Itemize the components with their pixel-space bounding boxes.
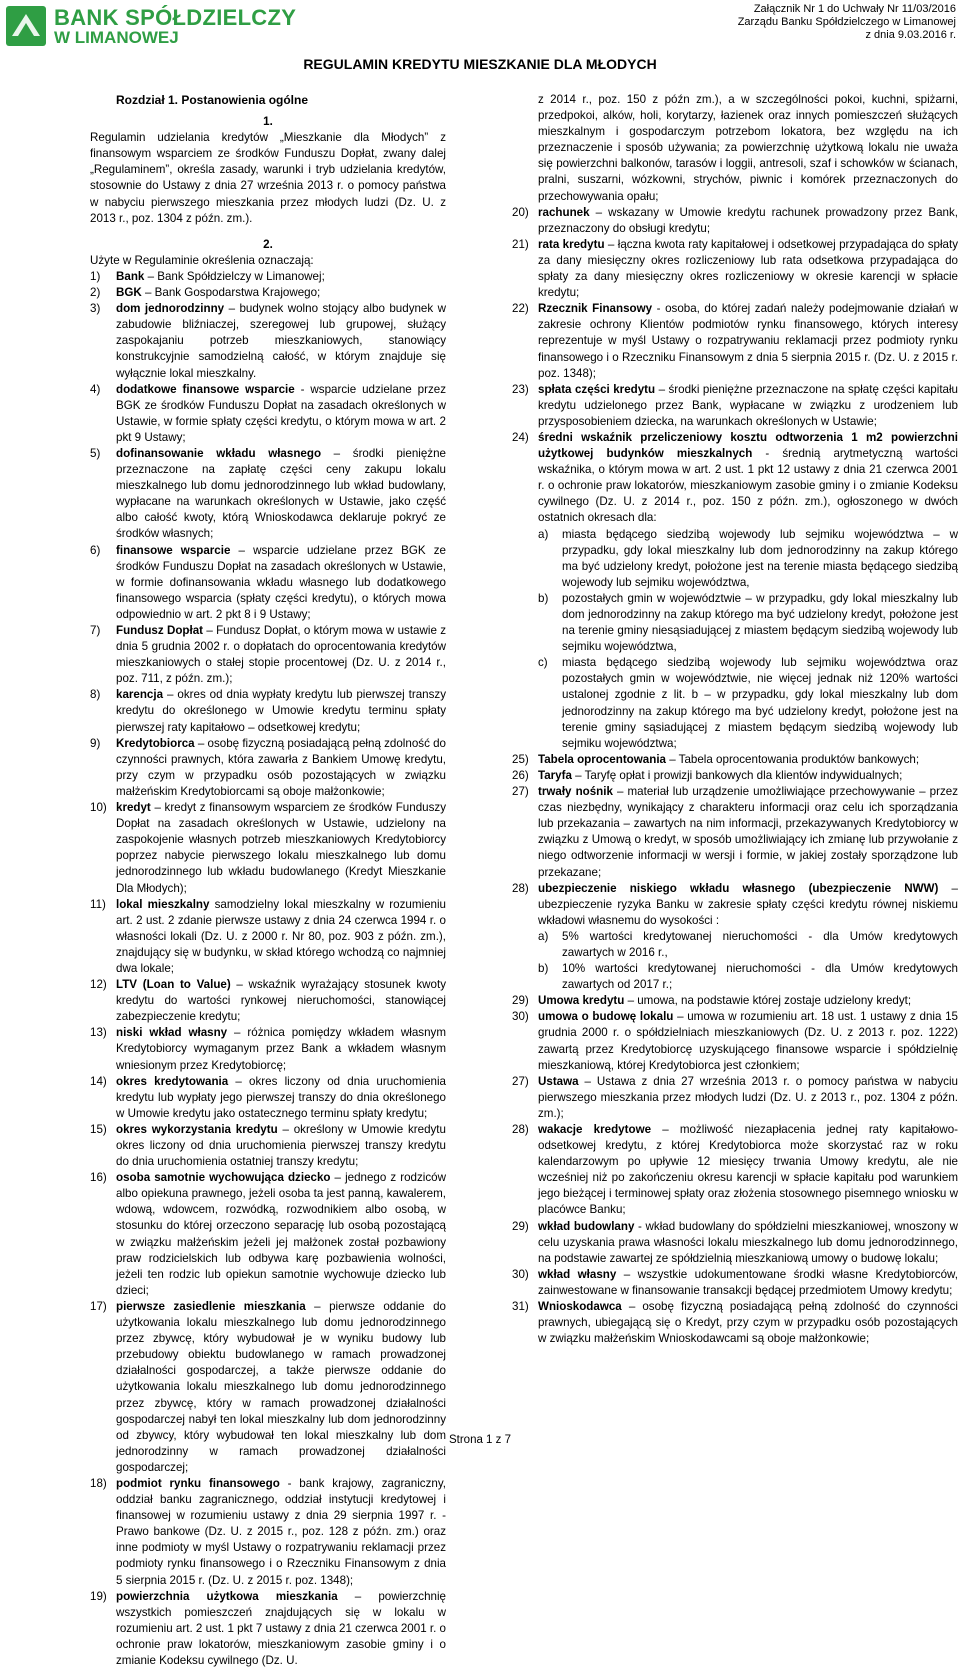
item-number: 27) — [512, 785, 529, 799]
definition-item — [90, 1299, 446, 1476]
definition-item — [90, 1074, 446, 1122]
definition-item — [512, 1009, 958, 1073]
item-text — [538, 1299, 958, 1347]
item-term: umowa o budowę lokalu — [538, 1010, 674, 1024]
item-definition: – Bank Spółdzielczy w Limanowej; — [144, 269, 325, 283]
sub-item-text: 5% wartości kredytowanej nieruchomości - dla Umów kredytowych zawartych w 2016 r., — [562, 929, 958, 959]
item-text — [116, 1299, 446, 1476]
attachment-line3: z dnia 9.03.2016 r. — [865, 29, 956, 41]
item-term: trwały nośnik — [538, 785, 613, 799]
continuation-paragraph: z 2014 r., poz. 150 z późn zm.), a w szczególności pokoi, kuchni, spiżarni, przedpokoi, alków, holi, korytarzy, łazienek oraz innych pomieszczeń służących mieszkalnym i gospodarczym potrzebom lokatora, bez względu na ich przeznaczenie i sposób używania; za powierzchnię użytkową lokalu nie uważa się powierzchni balkonów, tarasów i loggii, antresoli, szaf i schowków w ścianach, pralni, suszarni, wózkowni, strychów, piwnic i komórek przeznaczonych do przechowywania opału; — [538, 93, 958, 203]
item-number: 27) — [512, 1074, 529, 1088]
item-number: 1) — [90, 269, 101, 283]
definition-item — [512, 430, 958, 527]
item-definition: – powierzchnię wszystkich pomieszczeń znajdujących się w lokalu w rozumieniu art. 2 ust. 1 pkt 7 ustawy z dnia 21 czerwca 2001 r. o ochronie praw lokatorów, mieszkaniowym zasobie gminy i o zmianie Kodeksu cywilnego (Dz. U. — [116, 1589, 446, 1667]
definition-item — [90, 1170, 446, 1299]
item-term: kredyt — [116, 801, 151, 815]
item-term: wkład budowlany — [538, 1219, 635, 1233]
sub-item — [538, 929, 958, 961]
sub-item-letter: a) — [538, 527, 549, 541]
item-number: 18) — [90, 1476, 107, 1490]
item-text — [116, 543, 446, 623]
section-number-1: 1. — [263, 115, 273, 129]
item-number: 30) — [512, 1267, 529, 1281]
item-definition: - wkład budowlany do spółdzielni mieszkaniowej, wnoszony w celu uzyskania prawa własności lokalu mieszkalnego lub domu jednorodzinnego, na podstawie zawartej ze spółdzielnią mieszkaniową umowy o budowę lokalu; — [538, 1219, 958, 1265]
definition-item — [512, 784, 958, 881]
item-text — [116, 301, 446, 381]
item-term: Wnioskodawca — [538, 1300, 622, 1314]
item-text — [538, 1074, 958, 1122]
item-text — [116, 800, 446, 897]
item-definition: - wsparcie udzielane przez BGK ze środków Funduszu Dopłat na zasadach określonych w Ustawie, w formie spłaty części kredytu, o którym mowa w art. 2 pkt 9 Ustawy; — [116, 382, 446, 444]
item-text — [538, 993, 958, 1009]
definition-item — [90, 285, 446, 301]
sublist-24 — [538, 527, 958, 752]
definition-item — [512, 1267, 958, 1299]
item-term: dodatkowe finansowe wsparcie — [116, 382, 295, 396]
item-term: Umowa kredytu — [538, 994, 625, 1008]
chapter-heading: Rozdział 1. Postanowienia ogólne — [116, 93, 309, 107]
sub-item-text: 10% wartości kredytowanej nieruchomości - dla Umów kredytowych zawartych od 2017 r.; — [562, 962, 958, 992]
sub-item-letter: c) — [538, 656, 548, 670]
item-number: 13) — [90, 1026, 107, 1040]
right-column — [512, 92, 958, 1347]
page-number: Strona 1 z 7 — [448, 1434, 511, 1446]
sub-item — [538, 591, 958, 655]
logo-text-line2: W LIMANOWEJ — [54, 28, 179, 47]
definition-item — [90, 382, 446, 446]
item-definition: – Taryfę opłat i prowizji bankowych dla klientów indywidualnych; — [571, 768, 903, 782]
item-number: 28) — [512, 1123, 529, 1136]
item-definition: – Fundusz Dopłat, o którym mowa w ustawie z dnia 5 grudnia 2002 r. o dopłatach do oprocentowania kredytów mieszkaniowych o stałej stopie procentowej (Dz. U. z 2014 r., poz. 711, z późn. zm.); — [116, 624, 446, 686]
item-text — [538, 784, 958, 881]
item-term: Bank — [116, 269, 145, 283]
item-term: lokal mieszkalny — [116, 897, 210, 911]
sub-item-letter: b) — [538, 962, 549, 976]
definition-item — [512, 1122, 958, 1219]
bank-logo — [6, 5, 297, 48]
item-term: rata kredytu — [538, 237, 605, 251]
item-definition: – wskaźnik wyrażający stosunek kwoty kredytu do wartości rynkowej nieruchomości, stanowiącej zabezpieczenie kredytu; — [116, 978, 446, 1024]
sublist-28 — [538, 929, 958, 993]
definition-item — [90, 269, 446, 285]
item-text — [538, 881, 958, 929]
item-term: dom jednorodzinny — [116, 302, 225, 316]
item-text — [538, 768, 958, 784]
attachment-line2: Zarządu Banku Spółdzielczego w Limanowej — [737, 16, 956, 28]
sub-item — [538, 527, 958, 591]
item-number: 9) — [90, 736, 101, 750]
definition-item — [90, 1025, 446, 1073]
item-text — [116, 687, 446, 735]
item-number: 16) — [90, 1171, 107, 1185]
item-definition: – różnica pomiędzy wkładem własnym Kredytobiorcy wymaganym przez Bank a wkładem własnym wniesionym przez Kredytobiorcę; — [116, 1026, 447, 1072]
item-text — [116, 382, 446, 446]
sub-item — [538, 655, 958, 752]
item-number: 6) — [90, 543, 101, 557]
item-term: Rzecznik Finansowy — [538, 302, 653, 316]
item-term: BGK — [116, 286, 142, 300]
item-definition: – ubezpieczenie ryzyka Banku w zakresie spłaty części kredytu równej niskiemu wkładowi własnemu do wysokości : — [538, 881, 959, 927]
item-number: 11) — [90, 897, 106, 911]
item-definition: - osoba, do której zadań należy podejmowanie działań w zakresie ochrony Klientów podmiotów rynku finansowego, których interesy reprezentuje w myśl Ustawy o rozpatrywaniu reklamacji przez podmioty rynku finansowego i o Rzeczniku Finansowym z dnia 5 sierpnia 2015 r. (Dz. U. z 2015 r. poz. 1348); — [538, 302, 959, 380]
item-number: 28) — [512, 881, 529, 895]
item-definition: – środki pieniężne przeznaczone na zapłatę części ceny zakupu lokalu mieszkalnego lub domu jednorodzinnego lub wkład budowlany, wypłacane na warunkach określonych w Ustawie, jako część albo całość kwoty, którą Wnioskodawca deklaruje pokryć ze środków własnych; — [116, 446, 446, 541]
item-term: pierwsze zasiedlenie mieszkania — [116, 1299, 306, 1313]
item-definition: – wsparcie udzielane przez BGK ze środków Funduszu Dopłat na zasadach określonych w Ustawie, w formie dofinansowania wkładu własnego lub dodatkowego finansowego wsparcia (spłaty części kredytu), o których mowa odpowiednio w art. 2 pkt 8 i 9 Ustawy; — [116, 543, 446, 621]
item-number: 26) — [512, 768, 529, 782]
item-number: 23) — [512, 382, 529, 396]
definition-item — [90, 736, 446, 800]
definition-item — [512, 993, 958, 1009]
item-term: wkład własny — [538, 1267, 617, 1281]
sub-item-text: miasta będącego siedzibą wojewody lub sejmiku województwa – w przypadku, gdy lokal mieszkalny lub dom jednorodzinny na zakup którego ma być udzielony kredyt, położone jest na terenie miasta będącego siedzibą wojewody lub sejmiku województwa, — [562, 527, 958, 589]
item-term: Tabela oprocentowania — [538, 752, 666, 766]
definition-item — [90, 897, 446, 977]
item-number: 4) — [90, 382, 101, 396]
paragraph-1: Regulamin udzielania kredytów „Mieszkanie dla Młodych” z finansowym wsparciem ze środków Funduszu Dopłat, zwany dalej „Regulaminem”, określa zasady, warunki i tryb udzielania kredytów, stosownie do Ustawy z dnia 27 września 2013 r. o pomocy państwa w nabyciu pierwszego mieszkania przez młodych ludzi (Dz. U. z 2013 r., poz. 1304 z późn. zm.). — [90, 131, 446, 225]
item-definition: – kredyt z finansowym wsparciem ze środków Funduszy Dopłat na zasadach określonych w Ustawie, udzielony na zaspokojenie własnych potrzeb mieszkaniowych Kredytobiorcy poprzez nabycie pierwszego lokalu mieszkalnego lub domu jednorodzinnego lub wkładu budowlanego (Kredyt Mieszkanie Dla Młodych); — [116, 801, 446, 895]
item-term: dofinansowanie wkładu własnego — [116, 446, 322, 460]
document-title: REGULAMIN KREDYTU MIESZKANIE DLA MŁODYCH — [303, 56, 657, 72]
item-term: niski wkład własny — [116, 1026, 228, 1040]
item-term: Fundusz Dopłat — [116, 624, 204, 637]
item-definition: – wskazany w Umowie kredytu rachunek prowadzony przez Bank, przeznaczony do obsługi kredytu; — [538, 205, 958, 235]
item-definition: – wszystkie udokumentowane środki własne Kredytobiorców, zainwestowane w finansowanie transakcji będącej przedmiotem Umowy kredytu; — [538, 1267, 959, 1297]
item-definition: - bank krajowy, zagraniczny, oddział banku zagranicznego, oddział instytucji kredytowej i finansowej w rozumieniu ustawy z dnia 29 sierpnia 1997 r. - Prawo bankowe (Dz. U. z 2015 r., poz. 128 z późn. zm.) oraz inne podmioty w myśl Ustawy o rozpatrywaniu reklamacji przez podmioty rynku finansowego i o Rzeczniku Finansowym z dnia 5 sierpnia 2015 r. (Dz. U. z 2015 r. poz. 1348); — [116, 1476, 446, 1587]
sub-item-text: pozostałych gmin w województwie – w przypadku, gdy lokal mieszkalny lub dom jednorodzinny na zakup którego ma być udzielony kredyt, położone jest na terenie gminy niesąsiadującej z miastem będącym siedzibą wojewody lub sejmiku województwa, — [562, 591, 958, 654]
item-number: 21) — [512, 237, 529, 251]
item-term: ubezpieczenie niskiego wkładu własnego (ubezpieczenie NWW) — [538, 881, 939, 895]
item-term: Kredytobiorca — [116, 736, 195, 750]
item-number: 25) — [512, 752, 529, 766]
item-number: 20) — [512, 205, 529, 219]
item-term: finansowe wsparcie — [116, 543, 231, 557]
item-definition: – możliwość niezapłacenia jednej raty kapitałowo-odsetkowej kredytu, z której Kredytobiorca może skorzystać raz w roku kalendarzowym po upływie 12 miesięcy trwania Umowy kredytu, ale nie wcześniej niż po zakończeniu okresu karencji w spłacie kapitału pod warunkiem jego bieżącej i terminowej spłaty oraz złożenia stosownego pisemnego wniosku w placówce Banku; — [538, 1123, 958, 1217]
definition-item — [90, 1589, 446, 1669]
item-number: 29) — [512, 994, 529, 1008]
item-definition: – okres od dnia wypłaty kredytu lub pierwszej transzy kredytu do określonego w Umowie kredytu terminu spłaty pierwszej raty kapitałowo – odsetkowej kredytu; — [116, 688, 446, 734]
item-number: 22) — [512, 302, 529, 316]
definition-item — [512, 382, 958, 430]
definition-item — [512, 1074, 958, 1122]
item-text — [116, 977, 446, 1025]
definitions-list-right — [512, 205, 958, 527]
definition-item — [512, 768, 958, 784]
paragraph-2-intro: Użyte w Regulaminie określenia oznaczają: — [90, 253, 314, 267]
item-number: 10) — [90, 801, 107, 815]
item-definition: – środki pieniężne przeznaczone na spłatę części kapitału kredytu udzielonego przez Bank, wypłacane w związku z urodzeniem lub przysposobieniem dziecka, na warunkach określonych w Ustawie; — [538, 382, 959, 428]
attachment-line1: Załącznik Nr 1 do Uchwały Nr 11/03/2016 — [753, 3, 956, 15]
item-term: spłata części kredytu — [538, 382, 656, 396]
item-term: wakacje kredytowe — [538, 1123, 652, 1136]
definition-item — [90, 800, 446, 897]
item-definition: – umowa w rozumieniu art. 18 ust. 1 ustawy z dnia 15 grudnia 2000 r. o spółdzielniach mieszkaniowych (Dz. U. z 2013 r. poz. 1222) zawartą przez Kredytobiorcę uzyskującego finansowe wsparcie i spółdzielnię mieszkaniową, której Kredytobiorca jest członkiem; — [538, 1010, 959, 1072]
item-term: okres wykorzystania kredytu — [116, 1122, 278, 1136]
definitions-list-left — [90, 269, 446, 1669]
logo-text-line1: BANK SPÓŁDZIELCZY — [54, 5, 297, 30]
item-number: 17) — [90, 1299, 107, 1313]
item-term: podmiot rynku finansowego — [116, 1476, 280, 1490]
item-number: 3) — [90, 302, 101, 316]
item-text — [116, 1589, 446, 1669]
item-definition: – Tabela oprocentowania produktów bankowych; — [665, 752, 920, 766]
item-definition: samodzielny lokal mieszkalny w rozumieniu art. 2 ust. 2 zdanie pierwsze ustawy z dnia 24 czerwca 1994 r. o własności lokali (Dz. U. z 2000 r. Nr 80, poz. 903 z późn. zm.), znajdujący się w budynku, w skład którego wchodzą co najmniej dwa lokale; — [116, 897, 447, 975]
definition-item — [90, 623, 446, 687]
item-text — [538, 1267, 958, 1299]
item-number: 19) — [90, 1589, 107, 1603]
item-text — [538, 205, 958, 237]
definitions-list-right-3 — [512, 993, 958, 1347]
item-text — [538, 430, 958, 527]
item-definition: – osobę fizyczną posiadającą pełną zdolność do czynności prawnych, ubiegającą się o Kredyt, przy czym w przypadku osób pozostających w związku małżeńskim Wnioskodawcami są oboje małżonkowie; — [538, 1300, 958, 1346]
sub-item — [538, 961, 958, 993]
item-definition: – określony w Umowie kredytu okres liczony od dnia uruchomienia pierwszej transzy kredytu do dnia uruchomienia ostatniej transzy kredytu; — [116, 1122, 446, 1169]
item-number: 31) — [512, 1300, 529, 1314]
definition-item — [90, 687, 446, 735]
item-text — [538, 1219, 958, 1267]
item-text — [116, 1170, 446, 1299]
item-text — [538, 1122, 958, 1219]
item-number: 12) — [90, 978, 107, 992]
item-definition: – osobę fizyczną posiadającą pełną zdolność do czynności prawnych, która zawarła z Bankiem Umowę kredytu, przy czym w przypadku osób pozostających w związku małżeńskim Kredytobiorcami są oboje małżonkowie; — [116, 736, 446, 798]
item-text — [116, 623, 446, 687]
item-definition: – jednego z rodziców albo opiekuna prawnego, jeżeli osoba ta jest panną, kawalerem, wdową, wdowcem, rozwódką, rozwodnikiem albo osobą, w stosunku do której orzeczono separację lub osobą pozostającą w związku małżeńskim jeżeli jej małżonek został pozbawiony praw rodzicielskich lub odbywa karę pozbawienia wolności, jeżeli ten rodzic lub opiekun samotnie wychowuje dziecko lub dzieci; — [116, 1171, 446, 1297]
item-definition: – pierwsze oddanie do użytkowania lokalu mieszkalnego lub domu jednorodzinnego przez zbywcę, który wybudował je w wyniku budowy lub przebudowy obiektu budowlanego w ramach prowadzonej działalności gospodarczej, a także pierwsze oddanie do użytkowania lokalu mieszkalnego lub domu jednorodzinnego przez zbywcę, który w ramach prowadzonej działalności gospodarczej nabył ten lokal mieszkalny lub dom jednorodzinny od zbywcy, który wybudował ten lokal mieszkalny lub dom jednorodzinny w ramach prowadzonej działalności gospodarczej; — [116, 1299, 446, 1474]
item-text — [116, 1476, 446, 1589]
sub-item-text: miasta będącego siedzibą wojewody lub sejmiku województwa oraz pozostałych gmin w województwie, nie więcej jednak niż 120% wartości ustalonej zgodnie z lit. b – w przypadku, gdy lokal mieszkalny lub dom jednorodzinny na zakup którego ma być udzielony kredyt, położone jest na terenie gminy sąsiadującej z miastem będącym siedzibą wojewody lub sejmiku województwa; — [562, 656, 958, 750]
item-term: okres kredytowania — [116, 1074, 229, 1088]
definition-item — [512, 237, 958, 301]
item-number: 14) — [90, 1074, 107, 1088]
item-definition: – materiał lub urządzenie umożliwiające przechowywanie – przez czas niezbędny, wynikający z charakteru informacji oraz celu ich sporządzania lub przekazania – zawartych na nim informacji, przekazywanych Kredytobiorcy w związku z Umową o kredyt, w sposób umożliwiający ich zmianę lub przywołanie z niego odtworzenie informacji w wersji i formie, w jakiej zostały sporządzone lub przekazane; — [538, 785, 958, 879]
definition-item — [90, 977, 446, 1025]
item-text — [116, 736, 446, 800]
item-number: 7) — [90, 624, 101, 637]
definition-item — [90, 446, 446, 543]
item-definition: - średnią arytmetyczną wartości wskaźnika, o którym mowa w art. 2 ust. 1 pkt 12 ustawy z dnia 21 czerwca 2001 r. o ochronie praw lokatorów, mieszkaniowym zasobie gminy i o zmianie Kodeksu cywilnego (Dz. U. z 2014 r., poz. 150 z późn. zm.), ogłoszonego w dwóch ostatnich okresach dla: — [538, 447, 959, 525]
definition-item — [512, 301, 958, 381]
item-number: 2) — [90, 286, 101, 300]
item-definition: – Ustawa z dnia 27 września 2013 r. o pomocy państwa w nabyciu pierwszego mieszkania przez młodych ludzi (Dz. U. z 2013 r., poz. 1304 z późn. zm.); — [538, 1074, 958, 1120]
attachment-note — [738, 3, 956, 42]
item-text — [116, 446, 446, 543]
definition-item — [512, 1299, 958, 1347]
item-term: Ustawa — [538, 1074, 579, 1088]
definitions-list-right-2 — [512, 752, 958, 929]
definition-item — [512, 881, 958, 929]
item-term: Taryfa — [538, 768, 572, 782]
item-text — [538, 301, 958, 381]
item-number: 15) — [90, 1122, 107, 1136]
definition-item — [90, 1476, 446, 1589]
definition-item — [512, 752, 958, 768]
item-definition: – Bank Gospodarstwa Krajowego; — [141, 286, 321, 300]
item-text — [116, 285, 446, 301]
item-number: 5) — [90, 446, 101, 460]
item-definition: – umowa, na podstawie której zostaje udzielony kredyt; — [624, 994, 912, 1008]
sub-item-letter: b) — [538, 591, 549, 605]
item-text — [116, 897, 446, 977]
definition-item — [90, 1122, 446, 1170]
item-number: 8) — [90, 688, 101, 702]
definition-item — [90, 543, 446, 623]
definition-item — [512, 1219, 958, 1267]
definition-item — [90, 301, 446, 381]
item-term: karencja — [116, 688, 164, 702]
item-number: 30) — [512, 1010, 529, 1024]
item-text — [116, 1074, 446, 1122]
item-text — [538, 382, 958, 430]
item-number: 29) — [512, 1219, 529, 1233]
item-term: osoba samotnie wychowująca dziecko — [116, 1171, 331, 1185]
item-term: średni wskaźnik przeliczeniowy kosztu odtworzenia 1 m2 powierzchni użytkowej budynków mieszkalnych — [538, 430, 958, 461]
item-term: rachunek — [538, 205, 590, 219]
page-header — [0, 0, 960, 80]
item-text — [116, 1122, 446, 1170]
item-text — [538, 1009, 958, 1073]
item-number: 24) — [512, 430, 529, 444]
item-text — [116, 269, 446, 285]
item-text — [538, 752, 958, 768]
bank-logo-icon — [6, 6, 46, 46]
item-text — [538, 237, 958, 301]
item-text — [116, 1025, 446, 1073]
section-number-2: 2. — [263, 237, 273, 251]
definition-item — [512, 205, 958, 237]
item-definition: – okres liczony od dnia uruchomienia kredytu lub wypłaty jego pierwszej transzy do dnia określonego w Umowie kredytu jako ostatecznego terminu spłaty kredytu; — [116, 1074, 447, 1120]
item-definition: – łączna kwota raty kapitałowej i odsetkowej przypadająca do spłaty za dany miesięczny okres rozliczeniowy lub rata odsetkowa przypadająca do spłaty za dany miesięczny okres rozliczeniowy w okresie karencji w spłacie kredytu; — [538, 237, 958, 300]
sub-item-letter: a) — [538, 929, 549, 943]
item-definition: – budynek wolno stojący albo budynek w zabudowie bliźniaczej, szeregowej lub grupowej, służący zaspokajaniu potrzeb mieszkaniowych, stanowiący konstrukcyjnie samodzielną całość, w którym znajduje się wyłącznie lokal mieszkalny. — [116, 302, 446, 380]
item-term: powierzchnia użytkowa mieszkania — [116, 1589, 338, 1603]
item-term: LTV (Loan to Value) — [116, 978, 231, 992]
